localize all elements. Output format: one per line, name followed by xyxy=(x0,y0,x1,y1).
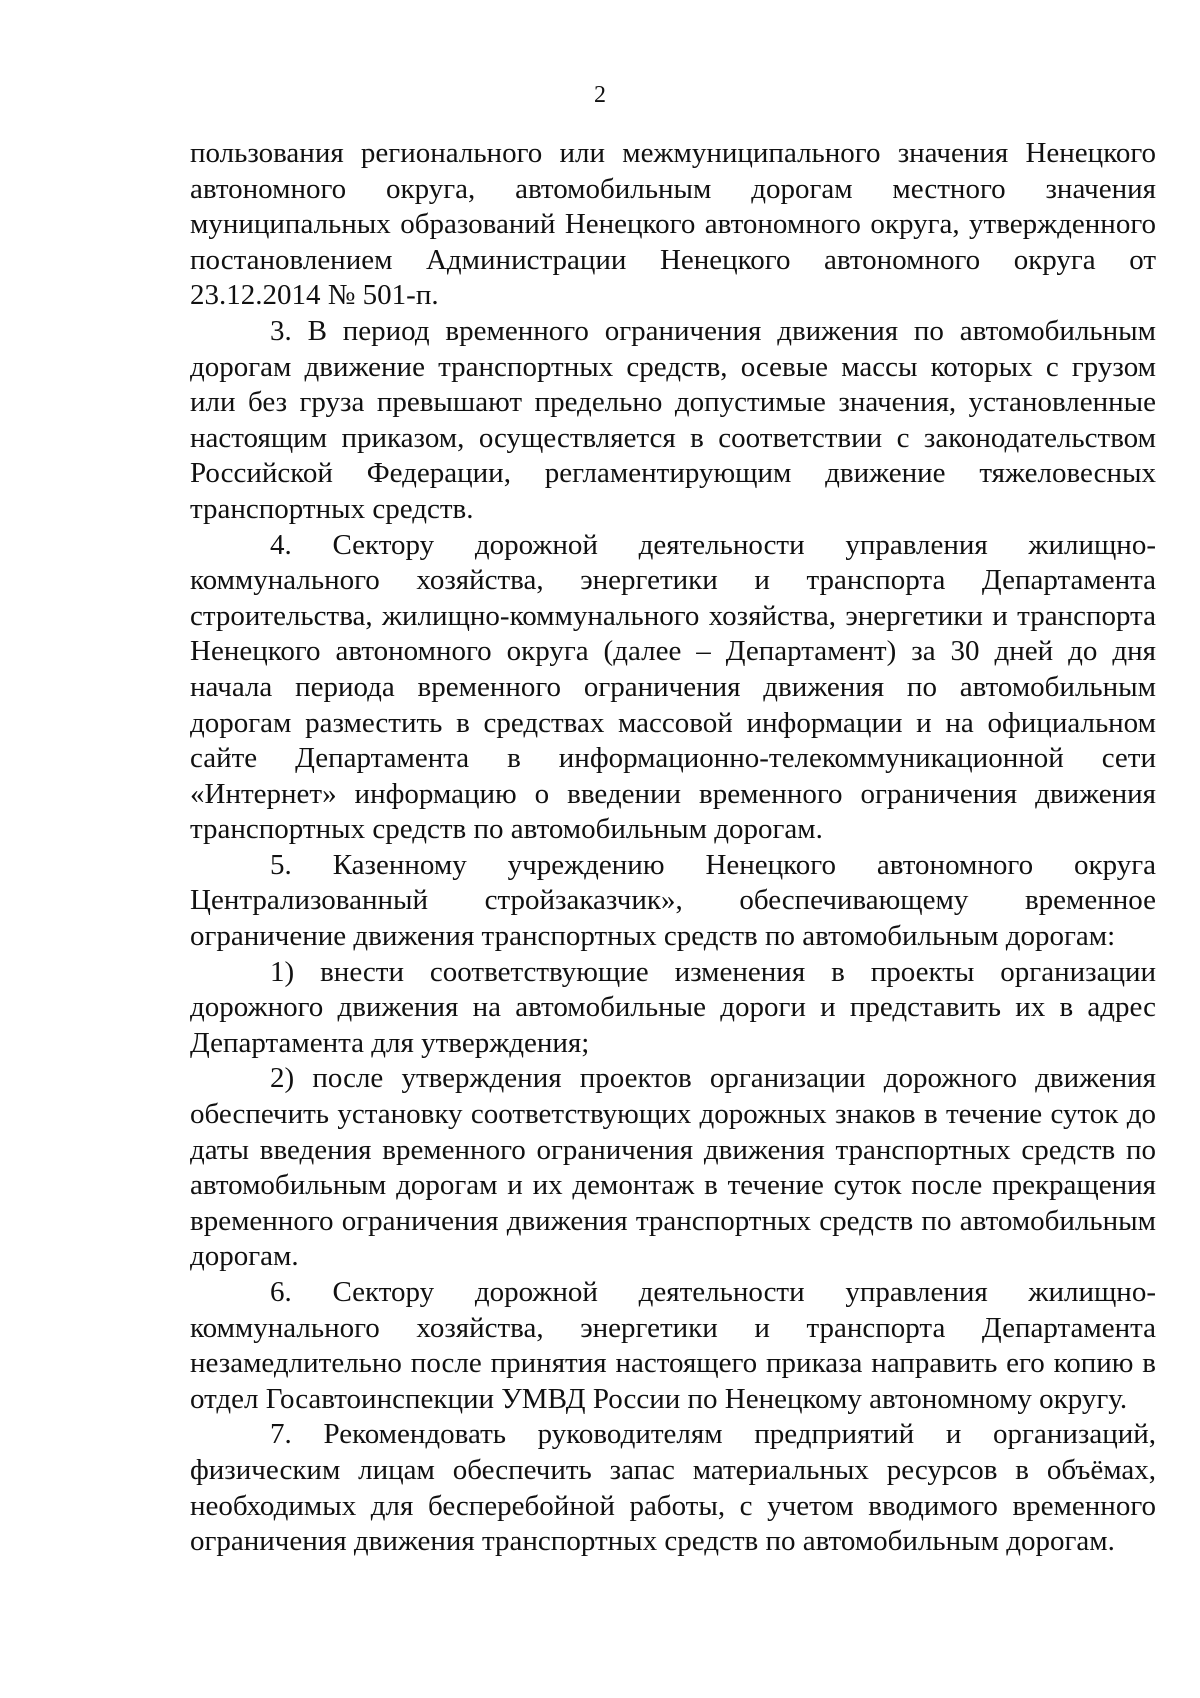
paragraph-item-5-1: 1) внести соответствующие изменения в проекты организации дорожного движения на автомобильные дороги и представить их в адрес Департамента для утверждения; xyxy=(190,955,1156,1059)
paragraph-item-7: 7. Рекомендовать руководителям предприятий и организаций, физическим лицам обеспечить запас материальных ресурсов в объёмах, необходимых для бесперебойной работы, с учетом вводимого временного ограничения движения транспортных средств по автомобильным дорогам. xyxy=(190,1418,1156,1558)
paragraph-item-4: 4. Сектору дорожной деятельности управления жилищно-коммунального хозяйства, энергетики и транспорта Департамента строительства, жилищно-коммунального хозяйства, энергетики и транспорта Ненецкого автономного округа (далее – Департамент) за 30 дней до дня начала периода временного ограничения движения по автомобильным дорогам разместить в средствах массовой информации и на официальном сайте Департамента в информационно-телекоммуникационной сети «Интернет» информацию о введении временного ограничения движения транспортных средств по автомобильным дорогам. xyxy=(190,528,1156,846)
page-number: 2 xyxy=(594,82,606,108)
document-body xyxy=(190,136,1156,1560)
paragraph-item-6: 6. Сектору дорожной деятельности управления жилищно-коммунального хозяйства, энергетики и транспорта Департамента незамедлительно после принятия настоящего приказа направить его копию в отдел Госавтоинспекции УМВД России по Ненецкому автономному округу. xyxy=(190,1276,1156,1415)
paragraph-continuation: пользования регионального или межмуниципального значения Ненецкого автономного округа, автомобильным дорогам местного значения муниципальных образований Ненецкого автономного округа, утвержденного постановлением Администрации Ненецкого автономного округа от 23.12.2014 № 501-п. xyxy=(190,137,1156,312)
paragraph-item-5: 5. Казенному учреждению Ненецкого автономного округа Централизованный стройзаказчик», обеспечивающему временное ограничение движения транспортных средств по автомобильным дорогам: xyxy=(190,848,1156,953)
paragraph-item-5-2: 2) после утверждения проектов организации дорожного движения обеспечить установку соответствующих дорожных знаков в течение суток до даты введения временного ограничения движения транспортных средств по автомобильным дорогам и их демонтаж в течение суток после прекращения временного ограничения движения транспортных средств по автомобильным дорогам. xyxy=(190,1062,1156,1273)
paragraph-item-3: 3. В период временного ограничения движения по автомобильным дорогам движение транспортных средств, осевые массы которых с грузом или без груза превышают предельно допустимые значения, установленные настоящим приказом, осуществляется в соответствии с законодательством Российской Федерации, регламентирующим движение тяжеловесных транспортных средств. xyxy=(190,314,1156,525)
